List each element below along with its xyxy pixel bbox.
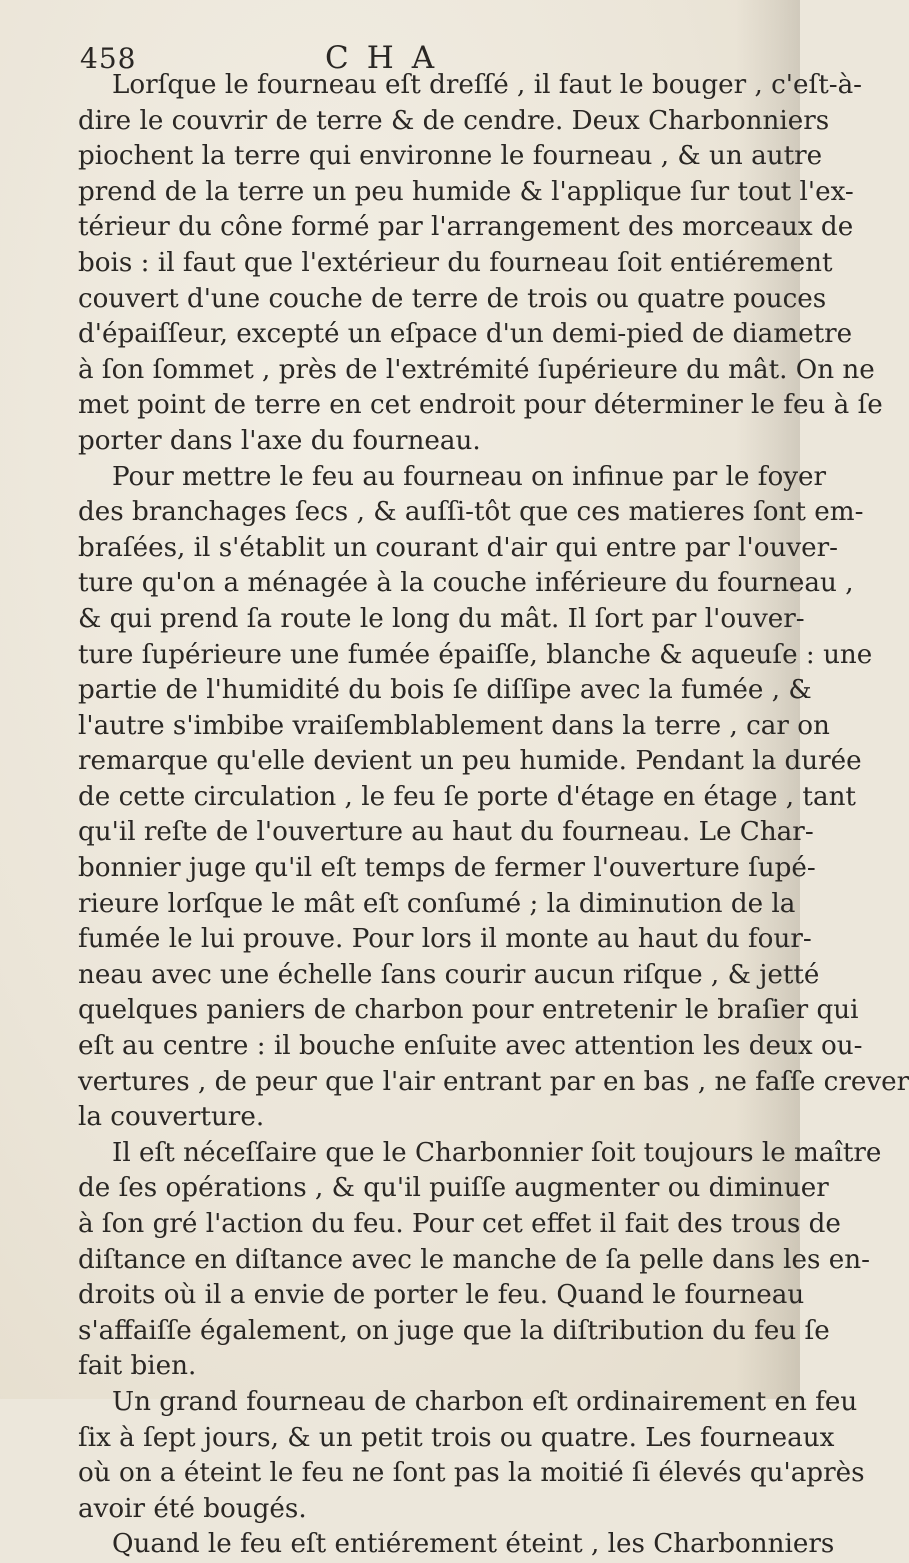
text-line: vertures , de peur que l'air entrant par en bas , ne faſſe crever: [78, 1066, 909, 1097]
text-line: neau avec une échelle ſans courir aucun riſque , & jetté: [78, 959, 820, 990]
paragraph: [78, 68, 883, 460]
text-line: bonnier juge qu'il eſt temps de fermer l'ouverture ſupé-: [78, 853, 816, 884]
text-line: de cette circulation , le feu ſe porte d'étage en étage , tant: [78, 781, 856, 812]
text-line: fumée le lui prouve. Pour lors il monte au haut du four-: [78, 924, 812, 955]
text-line: Lorſque le fourneau eſt dreſſé , il faut le bouger , c'eſt-à-: [112, 70, 863, 100]
text-line: à ſon ſommet , près de l'extrémité ſupérieure du mât. On ne: [78, 354, 875, 385]
text-line: térieur du cône formé par l'arrangement des morceaux de: [78, 212, 854, 243]
text-line: couvert d'une couche de terre de trois ou quatre pouces: [78, 283, 827, 314]
text-line: droits où il a envie de porter le feu. Quand le fourneau: [78, 1280, 805, 1311]
text-line: eſt au centre : il bouche enſuite avec attention les deux ou-: [78, 1031, 863, 1062]
text-line: fait bien.: [78, 1351, 197, 1382]
text-line: remarque qu'elle devient un peu humide. Pendant la durée: [78, 746, 862, 777]
text-line: piochent la terre qui environne le fourneau , & un autre: [78, 141, 823, 172]
text-line: Un grand fourneau de charbon eſt ordinairement en feu: [112, 1386, 858, 1417]
text-line: à ſon gré l'action du feu. Pour cet effet il fait des trous de: [78, 1209, 841, 1239]
text-line: ſix à ſept jours, & un petit trois ou quatre. Les fourneaux: [78, 1422, 835, 1453]
text-line: la couverture.: [78, 1102, 265, 1133]
text-line: braſées, il s'établit un courant d'air qui entre par l'ouver-: [78, 532, 839, 563]
text-line: s'affaiſſe également, on juge que la diſtribution du feu ſe: [78, 1315, 830, 1346]
text-line: bois : il faut que l'extérieur du fourneau ſoit entiérement: [78, 247, 833, 278]
text-line: Quand le feu eſt entiérement éteint , les Charbonniers: [112, 1529, 835, 1560]
paragraph: [78, 1385, 865, 1527]
text-line: ture qu'on a ménagée à la couche inférieure du fourneau ,: [78, 568, 854, 599]
text-line: Pour mettre le feu au fourneau on infinue par le foyer: [112, 461, 827, 492]
text-line: met point de terre en cet endroit pour déterminer le feu à ſe: [78, 390, 883, 421]
text-line: d'épaiſſeur, excepté un eſpace d'un demi-pied de diametre: [78, 319, 853, 350]
paragraph: [78, 460, 909, 1136]
text-line: qu'il reſte de l'ouverture au haut du fourneau. Le Char-: [78, 817, 814, 848]
body-text: [78, 68, 909, 1563]
paragraph: [78, 1527, 835, 1563]
paragraph: [78, 1136, 882, 1385]
text-line: de ſes opérations , & qu'il puiſſe augmenter ou diminuer: [78, 1173, 829, 1204]
text-line: ture ſupérieure une fumée épaiſſe, blanche & aqueuſe : une: [78, 639, 873, 670]
text-line: l'autre s'imbibe vraiſemblablement dans la terre , car on: [78, 710, 830, 741]
running-title: CHA: [325, 40, 453, 76]
text-line: Il eſt néceſſaire que le Charbonnier ſoit toujours le maître: [112, 1137, 882, 1168]
text-line: avoir été bougés.: [78, 1493, 307, 1524]
text-line: partie de l'humidité du bois ſe diſſipe avec la fumée , &: [78, 675, 812, 706]
text-line: rieure lorſque le mât eſt conſumé ; la diminution de la: [78, 888, 796, 919]
text-line: diſtance en diſtance avec le manche de ſa pelle dans les en-: [78, 1244, 870, 1275]
text-line: des branchages ſecs , & auſſi-tôt que ces matieres ſont em-: [78, 497, 864, 528]
text-line: quelques paniers de charbon pour entretenir le braſier qui: [78, 995, 859, 1026]
text-line: porter dans l'axe du fourneau.: [78, 425, 481, 456]
text-line: dire le couvrir de terre & de cendre. Deux Charbonniers: [78, 105, 830, 136]
text-line: où on a éteint le feu ne ſont pas la moitié ſi élevés qu'après: [78, 1458, 865, 1489]
page-number: 458: [80, 42, 137, 75]
text-line: prend de la terre un peu humide & l'applique ſur tout l'ex-: [78, 176, 854, 207]
text-line: & qui prend ſa route le long du mât. Il ſort par l'ouver-: [78, 603, 805, 634]
